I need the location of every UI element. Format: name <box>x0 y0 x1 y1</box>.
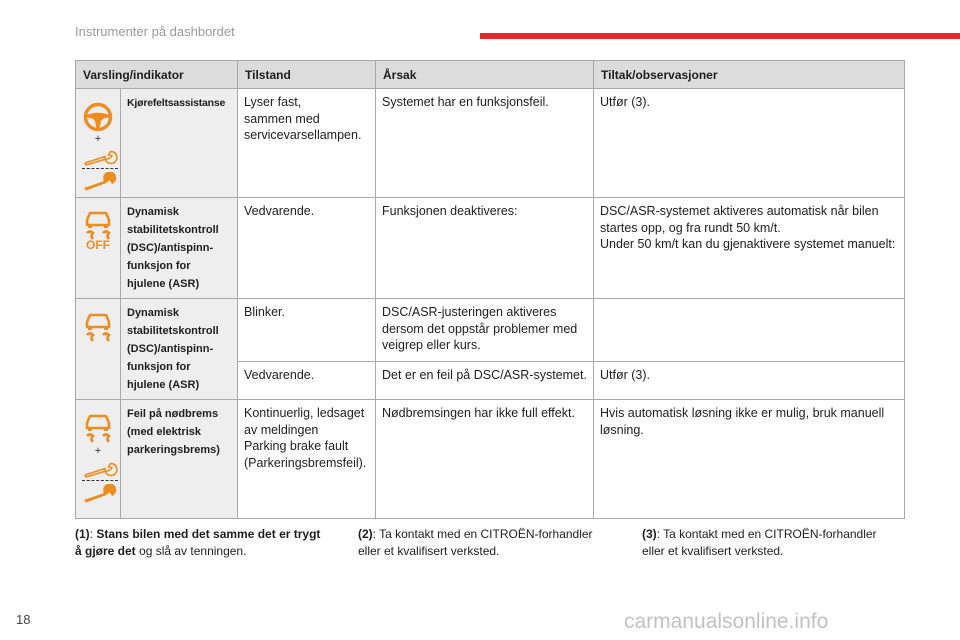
cause-cell <box>376 299 594 362</box>
table-row <box>76 299 905 362</box>
dashed-divider <box>82 480 118 481</box>
watermark: carmanualsonline.info <box>624 610 829 633</box>
indicator-name-line: (DSC)/antispinn- <box>127 242 214 254</box>
cause-text: Nødbremsingen har ikke full effekt. <box>382 406 575 420</box>
footnote-bold-text: å gjøre det <box>75 543 136 558</box>
column-header-indicator: Varsling/indikator <box>76 61 238 89</box>
wrench-solid-icon <box>82 172 118 192</box>
action-text: Under 50 km/t kan du gjenaktivere systemet manuelt: <box>600 237 896 251</box>
cause-text: dersom det oppstår problemer med <box>382 321 578 336</box>
indicator-name-line: hjulene (ASR) <box>127 278 200 290</box>
indicator-name: Kjørefeltsassistanse <box>127 97 226 109</box>
action-text: løsning. <box>600 422 644 437</box>
footnote-text: eller et kvalifisert verksted. <box>358 543 500 558</box>
footnote-text: og slå av tenningen. <box>135 543 247 558</box>
table-row <box>76 89 905 198</box>
state-cell <box>238 361 376 399</box>
state-cell <box>238 198 376 299</box>
cause-text: DSC/ASR-justeringen aktiveres <box>382 305 557 319</box>
indicator-name-cell <box>121 89 238 198</box>
indicator-name-line: hjulene (ASR) <box>127 379 200 391</box>
indicator-icon-cell <box>76 299 121 400</box>
indicator-name-cell <box>121 400 238 519</box>
footnote-3 <box>642 526 904 559</box>
state-text: servicevarsellampen. <box>244 128 362 142</box>
footnote-2 <box>358 526 628 559</box>
indicator-name-line: Dynamisk <box>127 307 179 319</box>
indicator-name-line: Dynamisk <box>127 206 179 218</box>
action-cell <box>594 400 905 519</box>
state-text: Blinker. <box>244 305 286 319</box>
wrench-solid-icon <box>82 484 118 504</box>
indicator-name-line: funksjon for <box>127 260 191 272</box>
column-header-cause: Årsak <box>376 61 594 89</box>
action-cell <box>594 361 905 399</box>
state-cell <box>238 400 376 519</box>
state-text: av meldingen <box>244 422 319 437</box>
cause-cell <box>376 89 594 198</box>
indicator-name-line: (DSC)/antispinn- <box>127 343 214 355</box>
indicator-icon-cell <box>76 89 121 198</box>
indicator-name-line: funksjon for <box>127 361 191 373</box>
page-number: 18 <box>16 612 31 627</box>
state-text: Vedvarende. <box>244 204 315 218</box>
cause-cell <box>376 400 594 519</box>
skidding-car-off-icon <box>82 209 114 249</box>
state-cell <box>238 89 376 198</box>
cause-cell <box>376 361 594 399</box>
indicator-name-line: parkeringsbrems) <box>127 444 220 456</box>
indicator-name-cell <box>121 198 238 299</box>
column-header-action: Tiltak/observasjoner <box>594 61 905 89</box>
state-text: Lyser fast, <box>244 95 302 109</box>
footnote-text: : Ta kontakt med en CITROËN-forhandler <box>656 527 877 541</box>
cause-text: Funksjonen deaktiveres: <box>382 204 518 218</box>
action-cell <box>594 299 905 362</box>
plus-sign: + <box>94 445 102 457</box>
indicator-name-cell <box>121 299 238 400</box>
action-text: Utfør (3). <box>600 367 651 382</box>
state-text: sammen med <box>244 111 320 126</box>
state-cell <box>238 299 376 362</box>
table-header-row <box>76 61 905 89</box>
steering-wheel-icon <box>82 101 114 133</box>
skidding-car-icon <box>82 312 114 344</box>
off-label: OFF <box>86 238 110 249</box>
page-header-title: Instrumenter på dashbordet <box>75 24 235 39</box>
cause-text: veigrep eller kurs. <box>382 338 481 352</box>
action-text: Utfør (3). <box>600 95 651 109</box>
footnote-ref: (3) <box>642 527 657 541</box>
footnote-bold-text: Stans bilen med det samme det er trygt <box>96 527 321 541</box>
indicator-name-line: Feil på nødbrems <box>127 408 219 420</box>
dashed-divider <box>82 168 118 169</box>
action-cell <box>594 89 905 198</box>
wrench-outline-icon <box>82 460 118 478</box>
table-row <box>76 198 905 299</box>
plus-sign: + <box>94 133 102 145</box>
footnote-text: : Ta kontakt med en CITROËN-forhandler <box>372 527 593 541</box>
column-header-state: Tilstand <box>238 61 376 89</box>
header-accent-bar <box>480 33 960 39</box>
indicator-icon-cell <box>76 198 121 299</box>
indicator-name-line: (med elektrisk <box>127 426 201 438</box>
action-text: startes opp, og fra rundt 50 km/t. <box>600 220 781 235</box>
state-text: Vedvarende. <box>244 367 315 382</box>
wrench-outline-icon <box>82 148 118 166</box>
state-text: (Parkeringsbremsfeil). <box>244 455 367 470</box>
state-text: Parking brake fault <box>244 439 349 453</box>
footnote-ref: (2) <box>358 527 373 541</box>
cause-text: Systemet har en funksjonsfeil. <box>382 95 549 109</box>
table-row <box>76 400 905 519</box>
action-cell <box>594 198 905 299</box>
indicator-icon-cell <box>76 400 121 519</box>
action-text: DSC/ASR-systemet aktiveres automatisk når bilen <box>600 204 879 218</box>
cause-cell <box>376 198 594 299</box>
warning-lights-table <box>75 60 905 519</box>
indicator-name-line: stabilitetskontroll <box>127 224 219 236</box>
action-text: Hvis automatisk løsning ikke er mulig, bruk manuell <box>600 406 885 420</box>
footnote-ref: (1) <box>75 527 90 541</box>
footnote-1: (1): Stans bilen med det samme det er trygt å gjøre det og slå av tenningen. <box>75 527 321 558</box>
indicator-name-line: stabilitetskontroll <box>127 325 219 337</box>
state-text: Kontinuerlig, ledsaget <box>244 406 365 420</box>
skidding-car-icon <box>82 413 114 445</box>
footnote-text: eller et kvalifisert verksted. <box>642 543 784 558</box>
cause-text: Det er en feil på DSC/ASR-systemet. <box>382 367 587 382</box>
